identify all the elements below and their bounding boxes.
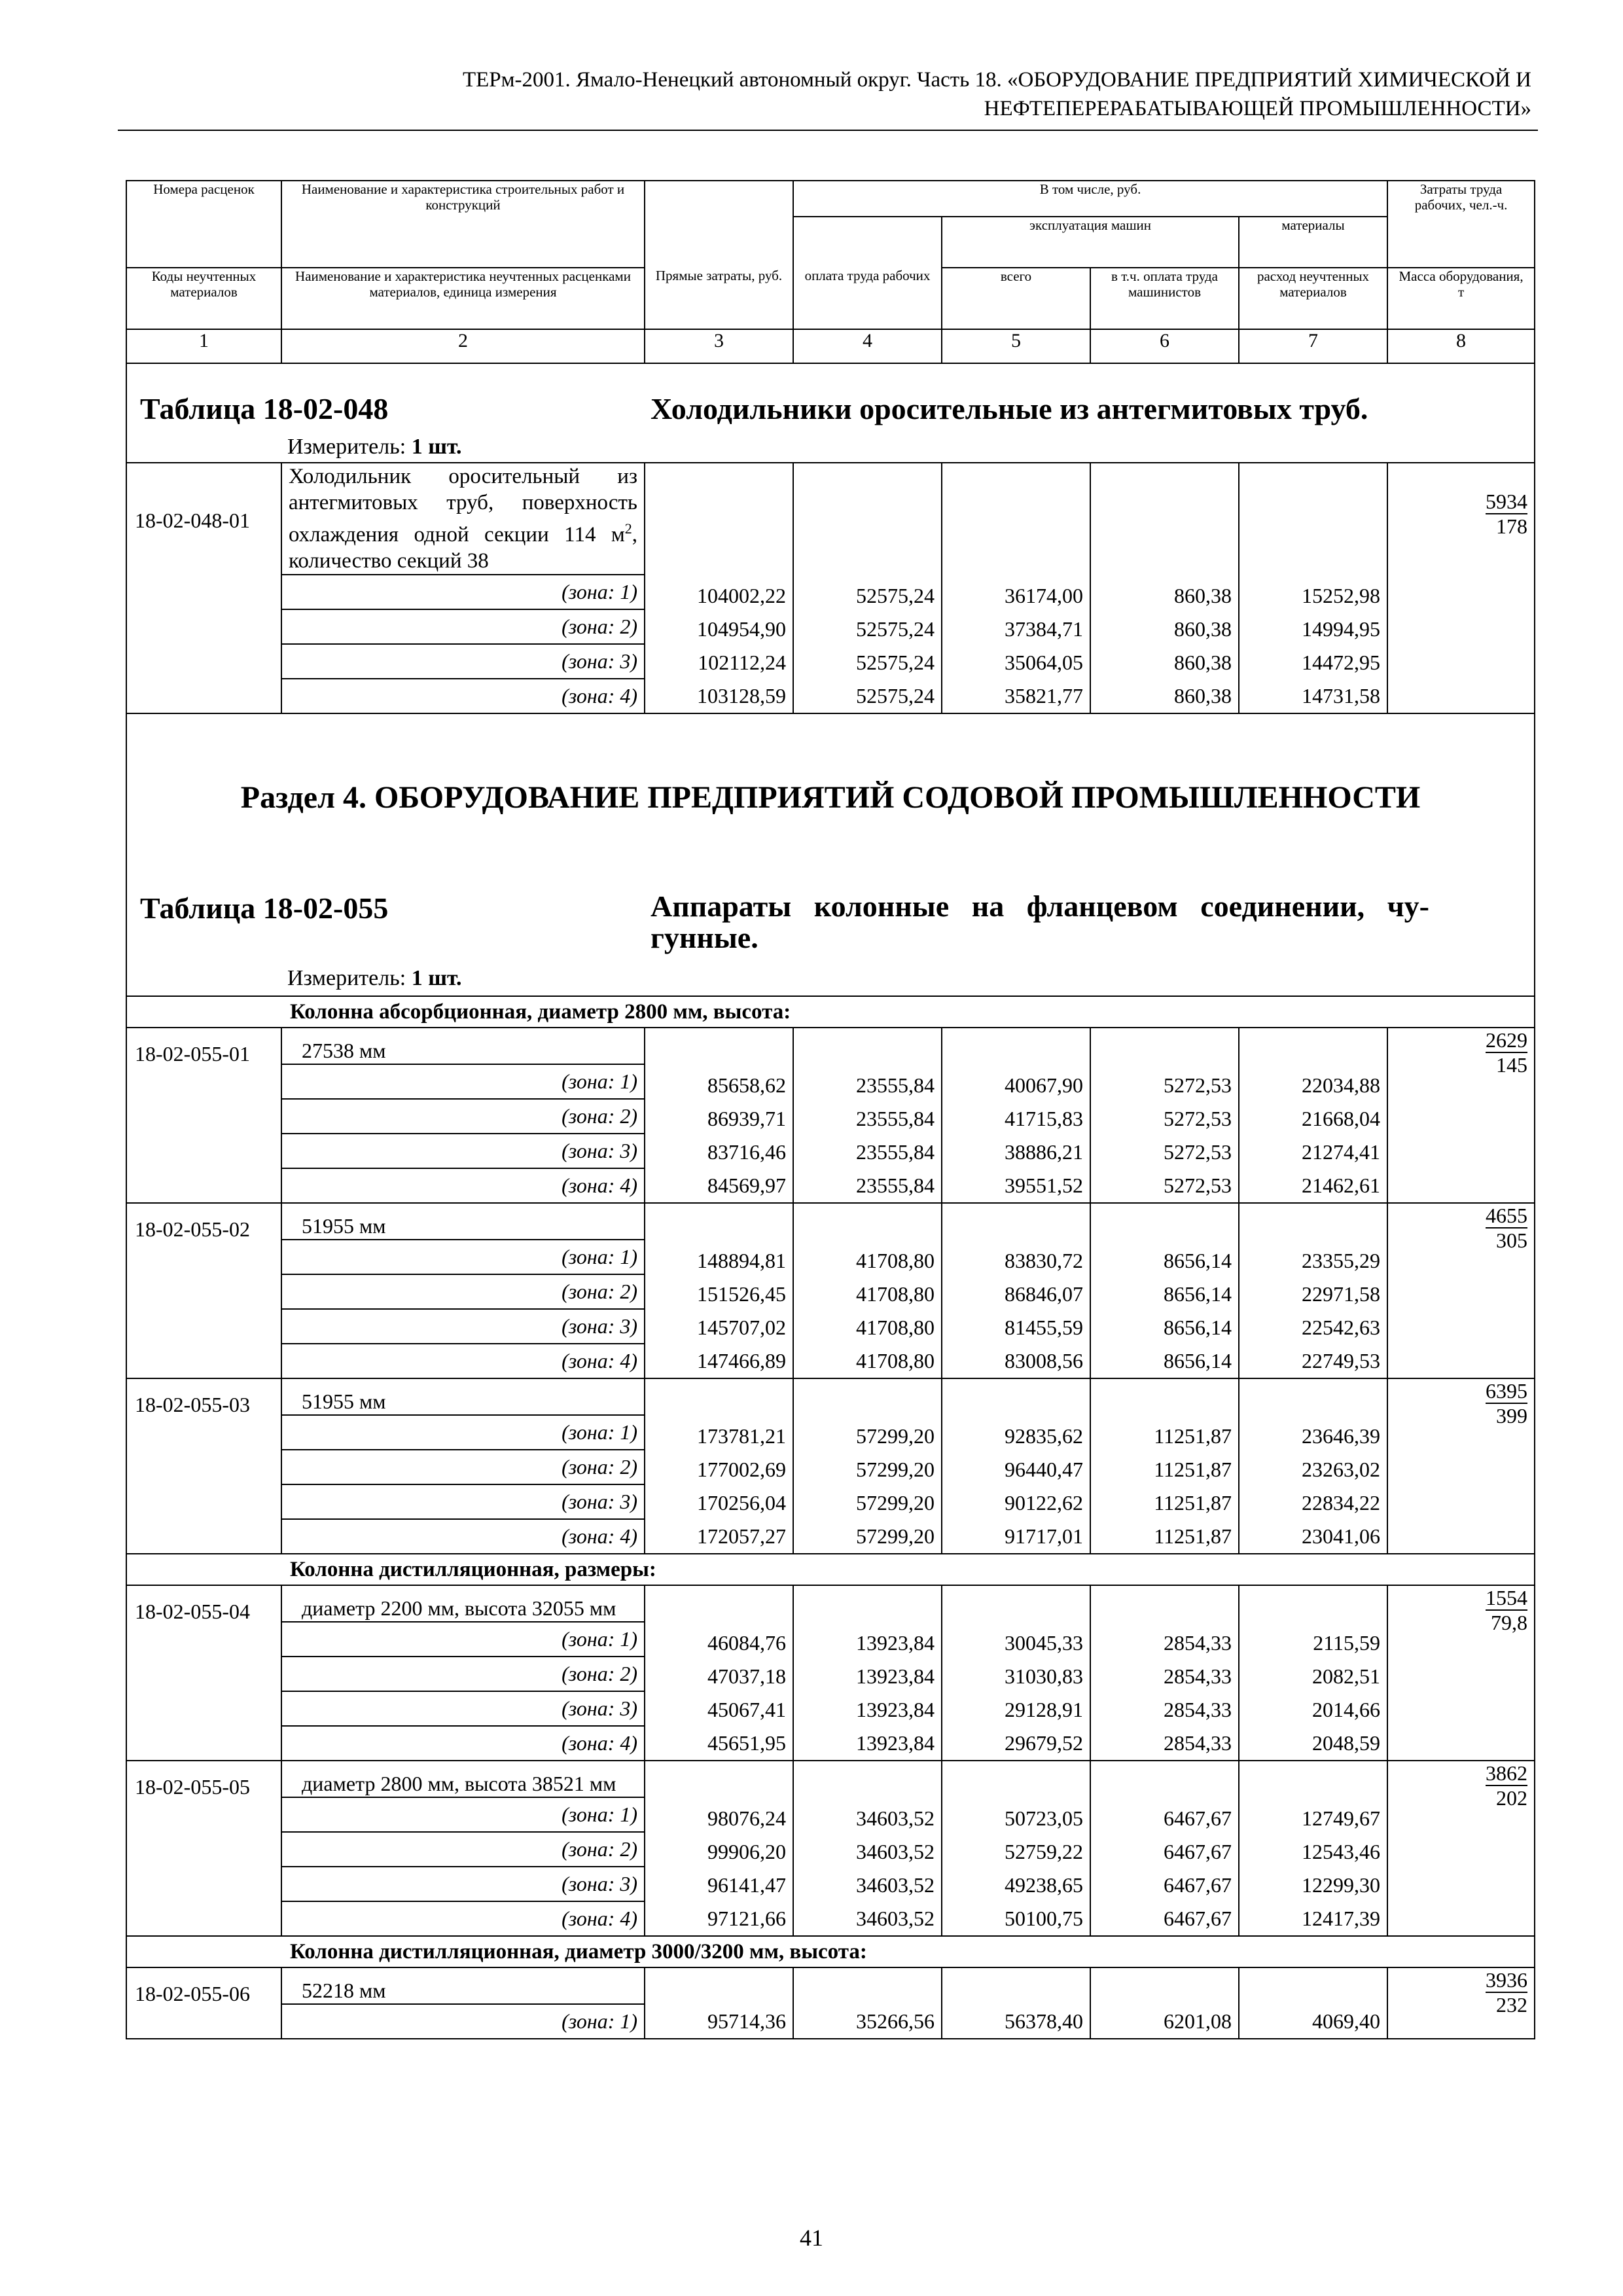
rate-row [126, 1378, 1535, 1415]
labor-value: 5934 [1486, 490, 1528, 513]
cost-value: 23555,84 [856, 1107, 935, 1130]
table-name: Холодильники оросительные из антегмитовых труб. [651, 392, 1368, 425]
cost-value: 45067,41 [707, 1698, 786, 1721]
mass-value: 145 [1496, 1053, 1528, 1077]
cost-value: 34603,52 [856, 1840, 935, 1863]
subgroup-heading: Колонна абсорбционная, диаметр 2800 мм, высота: [126, 996, 1535, 1028]
cost-value: 50100,75 [1005, 1907, 1083, 1930]
cost-value: 6467,67 [1164, 1806, 1232, 1830]
cost-value: 14472,95 [1302, 651, 1381, 674]
cost-value: 14994,95 [1302, 617, 1381, 641]
cost-value: 41708,80 [856, 1282, 935, 1306]
cost-value: 99906,20 [707, 1840, 786, 1863]
zone-label: (зона: 3) [281, 1134, 645, 1168]
cost-value: 46084,76 [707, 1631, 786, 1655]
cost-column-cell [942, 1967, 1090, 2039]
cost-value: 57299,20 [856, 1424, 935, 1448]
labor-value: 3936 [1486, 1968, 1528, 1992]
header-incl-machinists: в т.ч. оплата труда машинистов [1090, 268, 1239, 329]
cost-value: 860,38 [1174, 584, 1232, 607]
cost-column-cell [645, 1203, 793, 1378]
price-table-container [126, 180, 1534, 2039]
cost-value: 52575,24 [856, 584, 935, 607]
cost-value: 36174,00 [1005, 584, 1083, 607]
cost-value: 98076,24 [707, 1806, 786, 1830]
header-line-1: ТЕРм-2001. Ямало-Ненецкий автономный округ. Часть 18. «ОБОРУДОВАНИЕ ПРЕДПРИЯТИЙ ХИМИЧЕСКОЙ И [462, 68, 1531, 92]
cost-column-cell [942, 1761, 1090, 1936]
subgroup-heading: Колонна дистилляционная, диаметр 3000/3200 мм, высота: [126, 1936, 1535, 1967]
cost-value: 6467,67 [1164, 1840, 1232, 1863]
cost-value: 6201,08 [1164, 2009, 1232, 2033]
table-name-line-2: гунные. [651, 921, 758, 954]
rate-description: 51955 мм [281, 1203, 645, 1240]
table-18-02-055 [126, 996, 1535, 2039]
cost-column-cell [1239, 1967, 1387, 2039]
col-number: 5 [942, 329, 1090, 363]
cost-column-cell [645, 1028, 793, 1203]
cost-value: 2082,51 [1312, 1664, 1381, 1688]
header-machines: эксплуатация машин [942, 217, 1239, 268]
cost-value: 91717,01 [1005, 1524, 1083, 1548]
cost-value: 47037,18 [707, 1664, 786, 1688]
cost-column-cell [645, 1585, 793, 1761]
cost-value: 13923,84 [856, 1731, 935, 1755]
cost-value: 40067,90 [1005, 1073, 1083, 1097]
cost-value: 29679,52 [1005, 1731, 1083, 1755]
cost-value: 86846,07 [1005, 1282, 1083, 1306]
mass-value: 232 [1496, 1993, 1528, 2017]
cost-column-cell [1090, 1203, 1239, 1378]
cost-value: 14731,58 [1302, 684, 1381, 708]
cost-value: 95714,36 [707, 2009, 786, 2033]
labor-mass-cell [1387, 1028, 1535, 1203]
cost-value: 52575,24 [856, 684, 935, 708]
cost-value: 172057,27 [697, 1524, 786, 1548]
cost-value: 35266,56 [856, 2009, 935, 2033]
rate-description [281, 463, 645, 575]
subgroup-heading: Колонна дистилляционная, размеры: [126, 1554, 1535, 1585]
rate-code: 18-02-055-04 [126, 1585, 281, 1761]
header-wages: оплата труда рабочих [793, 268, 942, 329]
rate-description: 52218 мм [281, 1967, 645, 2004]
labor-value: 2629 [1486, 1028, 1528, 1052]
header-line-2: НЕФТЕПЕРЕРАБАТЫВАЮЩЕЙ ПРОМЫШЛЕННОСТИ» [984, 97, 1531, 120]
cost-column-cell [1239, 1585, 1387, 1761]
zone-label: (зона: 1) [281, 1415, 645, 1450]
cost-value: 22034,88 [1302, 1073, 1381, 1097]
cost-value: 23041,06 [1302, 1524, 1381, 1548]
col-number: 3 [645, 329, 793, 363]
description-main: Холодильник оросительный из антегмитовых труб, поверхность охлаждения одной секции 114 м [289, 465, 637, 547]
header-direct: Прямые затраты, руб. [645, 268, 793, 329]
zone-label: (зона: 2) [281, 1450, 645, 1484]
cost-value: 92835,62 [1005, 1424, 1083, 1448]
cost-value: 147466,89 [697, 1349, 786, 1372]
machinists-cell [1090, 463, 1239, 713]
rate-code: 18-02-055-05 [126, 1761, 281, 1936]
rate-row [126, 1203, 1535, 1240]
zone-label: (зона: 2) [281, 1274, 645, 1309]
description-tail: , количество секций 38 [289, 523, 637, 573]
cost-value: 85658,62 [707, 1073, 786, 1097]
header-labor: Затраты труда рабочих, чел.-ч. [1387, 181, 1535, 268]
cost-value: 5272,53 [1164, 1073, 1232, 1097]
cost-value: 34603,52 [856, 1806, 935, 1830]
cost-value: 2854,33 [1164, 1664, 1232, 1688]
labor-value: 6395 [1486, 1379, 1528, 1403]
rate-code: 18-02-055-06 [126, 1967, 281, 2039]
cost-value: 12543,46 [1302, 1840, 1381, 1863]
cost-value: 13923,84 [856, 1698, 935, 1721]
cost-column-cell [1239, 1203, 1387, 1378]
zone-label: (зона: 2) [281, 609, 645, 644]
description-superscript: 2 [624, 520, 632, 537]
zone-label: (зона: 4) [281, 1901, 645, 1936]
cost-column-cell [1090, 1761, 1239, 1936]
cost-value: 57299,20 [856, 1524, 935, 1548]
cost-value: 148894,81 [697, 1249, 786, 1272]
cost-value: 12299,30 [1302, 1873, 1381, 1897]
cost-value: 860,38 [1174, 684, 1232, 708]
cost-value: 38886,21 [1005, 1140, 1083, 1164]
zone-label: (зона: 1) [281, 1622, 645, 1657]
unit-value: 1 шт. [411, 435, 462, 459]
cost-column-cell [942, 1585, 1090, 1761]
header-in-total: В том числе, руб. [793, 181, 1387, 217]
cost-value: 23555,84 [856, 1073, 935, 1097]
cost-value: 170256,04 [697, 1491, 786, 1515]
zone-label: (зона: 4) [281, 1168, 645, 1203]
col-number: 8 [1387, 329, 1535, 363]
labor-value: 1554 [1486, 1586, 1528, 1609]
rate-code: 18-02-048-01 [126, 463, 281, 713]
cost-column-cell [1239, 1378, 1387, 1554]
cost-value: 23263,02 [1302, 1458, 1381, 1481]
cost-value: 37384,71 [1005, 617, 1083, 641]
cost-column-cell [793, 1585, 942, 1761]
col-number: 6 [1090, 329, 1239, 363]
cost-value: 35821,77 [1005, 684, 1083, 708]
wages-cell [793, 463, 942, 713]
cost-value: 5272,53 [1164, 1174, 1232, 1197]
cost-value: 97121,66 [707, 1907, 786, 1930]
header-unaccounted-name: Наименование и характеристика неучтенных расценками материалов, единица измерения [281, 268, 645, 329]
zone-label: (зона: 2) [281, 1657, 645, 1691]
cost-value: 11251,87 [1154, 1424, 1232, 1448]
cost-value: 2014,66 [1312, 1698, 1381, 1721]
cost-value: 90122,62 [1005, 1491, 1083, 1515]
cost-column-cell [942, 1203, 1090, 1378]
header-rule [118, 130, 1538, 131]
cost-value: 81455,59 [1005, 1316, 1083, 1339]
rate-description: диаметр 2800 мм, высота 38521 мм [281, 1761, 645, 1797]
cost-value: 21668,04 [1302, 1107, 1381, 1130]
labor-mass-cell [1387, 1203, 1535, 1378]
header-unaccounted-codes: Коды неучтенных материалов [126, 268, 281, 329]
cost-value: 30045,33 [1005, 1631, 1083, 1655]
unit-value: 1 шт. [411, 966, 462, 990]
cost-value: 41708,80 [856, 1349, 935, 1372]
labor-value: 3862 [1486, 1761, 1528, 1785]
cost-value: 11251,87 [1154, 1458, 1232, 1481]
cost-value: 22749,53 [1302, 1349, 1381, 1372]
header-total: всего [942, 268, 1090, 329]
cost-value: 83008,56 [1005, 1349, 1083, 1372]
cost-value: 56378,40 [1005, 2009, 1083, 2033]
zone-label: (зона: 2) [281, 1099, 645, 1134]
cost-value: 22971,58 [1302, 1282, 1381, 1306]
cost-value: 35064,05 [1005, 651, 1083, 674]
cost-value: 4069,40 [1312, 2009, 1381, 2033]
cost-value: 13923,84 [856, 1664, 935, 1688]
cost-column-cell [793, 1761, 942, 1936]
cost-column-cell [1090, 1967, 1239, 2039]
mass-value: 202 [1496, 1786, 1528, 1810]
cost-column-cell [942, 1028, 1090, 1203]
zone-label: (зона: 1) [281, 575, 645, 609]
unit-line [287, 966, 462, 991]
labor-mass-cell [1387, 1967, 1535, 2039]
unit-label: Измеритель: [287, 435, 406, 459]
zone-label: (зона: 4) [281, 679, 645, 713]
cost-value: 23555,84 [856, 1140, 935, 1164]
cost-value: 83830,72 [1005, 1249, 1083, 1272]
rate-row [126, 1585, 1535, 1622]
cost-column-cell [645, 1967, 793, 2039]
unit-label: Измеритель: [287, 966, 406, 990]
cost-value: 173781,21 [697, 1424, 786, 1448]
cost-value: 12417,39 [1302, 1907, 1381, 1930]
direct-cell [645, 463, 793, 713]
cost-value: 5272,53 [1164, 1140, 1232, 1164]
cost-value: 39551,52 [1005, 1174, 1083, 1197]
cost-column-cell [1090, 1585, 1239, 1761]
table-name-line-1: Аппараты колонные на фланцевом соединении, чу- [651, 889, 1429, 923]
rate-code: 18-02-055-02 [126, 1203, 281, 1378]
header-name: Наименование и характеристика строительных работ и конструкций [281, 181, 645, 268]
cost-value: 2854,33 [1164, 1631, 1232, 1655]
cost-value: 57299,20 [856, 1491, 935, 1515]
labor-mass-cell [1387, 1761, 1535, 1936]
cost-value: 145707,02 [697, 1316, 786, 1339]
cost-value: 23555,84 [856, 1174, 935, 1197]
cost-value: 104954,90 [697, 617, 786, 641]
cost-value: 41708,80 [856, 1249, 935, 1272]
mass-value: 305 [1496, 1229, 1528, 1252]
col-number: 2 [281, 329, 645, 363]
section-title: Раздел 4. ОБОРУДОВАНИЕ ПРЕДПРИЯТИЙ СОДОВОЙ ПРОМЫШЛЕННОСТИ [240, 780, 1421, 815]
zone-label: (зона: 3) [281, 1484, 645, 1519]
cost-value: 84569,97 [707, 1174, 786, 1197]
cost-value: 8656,14 [1164, 1282, 1232, 1306]
rate-row [126, 1967, 1535, 2004]
page-number: 41 [800, 2225, 823, 2251]
cost-value: 2048,59 [1312, 1731, 1381, 1755]
zone-label: (зона: 1) [281, 1064, 645, 1099]
cost-value: 6467,67 [1164, 1873, 1232, 1897]
cost-value: 8656,14 [1164, 1249, 1232, 1272]
cost-value: 96141,47 [707, 1873, 786, 1897]
zone-label: (зона: 4) [281, 1519, 645, 1554]
mass-value: 178 [1496, 514, 1528, 538]
header-codes: Номера расценок [126, 181, 281, 268]
cost-value: 15252,98 [1302, 584, 1381, 607]
cost-column-cell [645, 1378, 793, 1554]
cost-column-cell [793, 1203, 942, 1378]
mass-value: 399 [1496, 1404, 1528, 1427]
cost-value: 8656,14 [1164, 1349, 1232, 1372]
cost-value: 102112,24 [698, 651, 786, 674]
cost-value: 13923,84 [856, 1631, 935, 1655]
col-number: 1 [126, 329, 281, 363]
cost-value: 96440,47 [1005, 1458, 1083, 1481]
zone-label: (зона: 3) [281, 1867, 645, 1901]
table-18-02-048 [126, 363, 1535, 713]
cost-column-cell [793, 1967, 942, 2039]
cost-value: 52759,22 [1005, 1840, 1083, 1863]
cost-value: 860,38 [1174, 651, 1232, 674]
cost-value: 52575,24 [856, 651, 935, 674]
section-4 [126, 713, 1535, 996]
cost-value: 52575,24 [856, 617, 935, 641]
labor-mass-cell [1387, 1585, 1535, 1761]
cost-column-cell [645, 1761, 793, 1936]
mass-value: 79,8 [1491, 1611, 1528, 1634]
rate-description: 27538 мм [281, 1028, 645, 1064]
price-table [126, 180, 1535, 2039]
cost-value: 41708,80 [856, 1316, 935, 1339]
cost-column-cell [1090, 1378, 1239, 1554]
cost-value: 57299,20 [856, 1458, 935, 1481]
header-unaccounted-usage: расход неучтенных материалов [1239, 268, 1387, 329]
labor-mass-cell [1387, 1378, 1535, 1554]
zone-label: (зона: 4) [281, 1344, 645, 1378]
rate-description: диаметр 2200 мм, высота 32055 мм [281, 1585, 645, 1622]
labor-mass-cell [1387, 463, 1535, 713]
cost-value: 11251,87 [1154, 1524, 1232, 1548]
zone-label: (зона: 3) [281, 1309, 645, 1344]
cost-column-cell [942, 1378, 1090, 1554]
cost-column-cell [1239, 1028, 1387, 1203]
cost-value: 103128,59 [697, 684, 786, 708]
rate-row [126, 1028, 1535, 1064]
cost-value: 12749,67 [1302, 1806, 1381, 1830]
col-number: 7 [1239, 329, 1387, 363]
cost-value: 22834,22 [1302, 1491, 1381, 1515]
cost-column-cell [1239, 1761, 1387, 1936]
cost-value: 31030,83 [1005, 1664, 1083, 1688]
header-equipment-mass: Масса оборудования, т [1387, 268, 1535, 329]
rate-code: 18-02-055-03 [126, 1378, 281, 1554]
cost-value: 29128,91 [1005, 1698, 1083, 1721]
cost-value: 11251,87 [1154, 1491, 1232, 1515]
cost-value: 177002,69 [697, 1458, 786, 1481]
cost-value: 21274,41 [1302, 1140, 1381, 1164]
cost-value: 86939,71 [707, 1107, 786, 1130]
cost-column-cell [1090, 1028, 1239, 1203]
zone-label: (зона: 1) [281, 1797, 645, 1832]
cost-value: 83716,46 [707, 1140, 786, 1164]
cost-value: 6467,67 [1164, 1907, 1232, 1930]
rate-code: 18-02-055-01 [126, 1028, 281, 1203]
cost-value: 22542,63 [1302, 1316, 1381, 1339]
cost-value: 45651,95 [707, 1731, 786, 1755]
column-numbers-row [126, 329, 1535, 363]
zone-label: (зона: 2) [281, 1832, 645, 1867]
materials-cell [1239, 463, 1387, 713]
cost-value: 860,38 [1174, 617, 1232, 641]
cost-value: 2854,33 [1164, 1698, 1232, 1721]
cost-value: 104002,22 [697, 584, 786, 607]
labor-value: 4655 [1486, 1204, 1528, 1227]
cost-value: 34603,52 [856, 1873, 935, 1897]
machines-cell [942, 463, 1090, 713]
table-title: Таблица 18-02-055 [140, 891, 389, 925]
table-title: Таблица 18-02-048 [140, 392, 389, 425]
table-header [126, 181, 1535, 363]
cost-value: 5272,53 [1164, 1107, 1232, 1130]
cost-value: 23355,29 [1302, 1249, 1381, 1272]
cost-value: 50723,05 [1005, 1806, 1083, 1830]
cost-value: 49238,65 [1005, 1873, 1083, 1897]
unit-line [287, 435, 462, 459]
cost-value: 21462,61 [1302, 1174, 1381, 1197]
zone-label: (зона: 3) [281, 1691, 645, 1726]
running-header [118, 65, 1531, 123]
rate-row [126, 1761, 1535, 1797]
rate-description: 51955 мм [281, 1378, 645, 1415]
header-materials: материалы [1239, 217, 1387, 268]
cost-column-cell [793, 1028, 942, 1203]
cost-value: 2115,59 [1313, 1631, 1381, 1655]
cost-value: 2854,33 [1164, 1731, 1232, 1755]
cost-value: 41715,83 [1005, 1107, 1083, 1130]
cost-value: 34603,52 [856, 1907, 935, 1930]
zone-label: (зона: 1) [281, 1240, 645, 1274]
col-number: 4 [793, 329, 942, 363]
cost-value: 151526,45 [697, 1282, 786, 1306]
zone-label: (зона: 1) [281, 2004, 645, 2039]
zone-label: (зона: 3) [281, 644, 645, 679]
cost-value: 8656,14 [1164, 1316, 1232, 1339]
cost-value: 23646,39 [1302, 1424, 1381, 1448]
zone-label: (зона: 4) [281, 1726, 645, 1761]
cost-column-cell [793, 1378, 942, 1554]
